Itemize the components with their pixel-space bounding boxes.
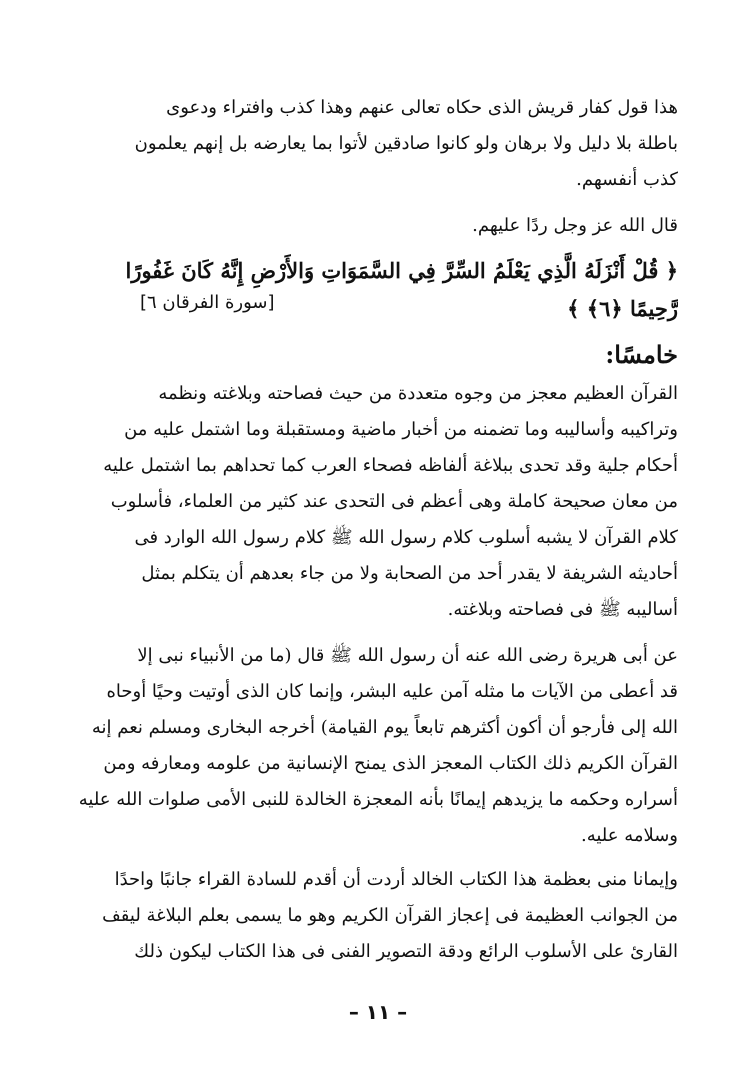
text-line: من الجوانب العظيمة فى إعجاز القرآن الكريم وهو ما يسمى بعلم البلاغة ليقف: [102, 905, 678, 926]
text-line: وسلامه عليه.: [580, 825, 678, 846]
text-line: القارئ على الأسلوب الرائع ودقة التصوير الفنى فى هذا الكتاب ليكون ذلك: [134, 941, 678, 962]
text-line: وتراكيبه وأساليبه وما تضمنه من أخبار ماضية ومستقبلة وما اشتمل عليه من: [124, 419, 678, 440]
text-line: هذا قول كفار قريش الذى حكاه تعالى عنهم وهذا كذب وافتراء ودعوى: [166, 97, 678, 118]
text-line: عن أبى هريرة رضى الله عنه أن رسول الله ﷺ قال (ما من الأنبياء نبى إلا: [137, 645, 678, 666]
text-line: كلام القرآن لا يشبه أسلوب كلام رسول الله ﷺ كلام رسول الله الوارد فى: [134, 527, 678, 548]
paragraph-miracle: [78, 376, 678, 628]
text-line: من معان صحيحة كاملة وهى أعظم فى التحدى عند كثير من العلماء، فأسلوب: [110, 491, 678, 512]
text-line: أحاديثه الشريفة لا يقدر أحد من الصحابة ولا من جاء بعدهم أن يتكلم بمثل: [141, 563, 678, 584]
text-line: الله إلى فأرجو أن أكون أكثرهم تابعاً يوم القيامة) أخرجه البخارى ومسلم نعم إنه: [91, 717, 678, 738]
quran-verse: [78, 252, 678, 328]
text-line: قد أعطى من الآيات ما مثله آمن عليه البشر، وإنما كان الذى أوتيت وحيًا أوحاه: [106, 681, 678, 702]
text-line: أحكام جلية وقد تحدى ببلاغة ألفاظه فصحاء العرب كما تحداهم بما اشتمل عليه: [103, 455, 678, 476]
text-line: كذب أنفسهم.: [576, 169, 678, 190]
text-line: القرآن الكريم ذلك الكتاب المعجز الذى يمنح الإنسانية من علومه ومعارفه ومن: [103, 753, 678, 774]
verse-line: رَّحِيمًا ﴿٦﴾ ﴾: [567, 296, 678, 321]
text-line: باطلة بلا دليل ولا برهان ولو كانوا صادقين لأتوا بما يعارضه بل إنهم يعلمون: [134, 133, 678, 154]
page-number: – ١١ –: [348, 1000, 408, 1024]
verse-line: ﴿ قُلْ أَنْزَلَهُ الَّذِي يَعْلَمُ السِّرَّ فِي السَّمَوَاتِ وَالأَرْضِ إِنَّهُ كَانَ غَفُورًا: [125, 258, 678, 283]
text-line: أساليبه ﷺ فى فصاحته وبلاغته.: [447, 599, 678, 620]
surah-reference: [سورة الفرقان ٦]: [140, 292, 275, 313]
section-heading: خامسًا:: [605, 340, 678, 369]
paragraph-author-intent: [78, 862, 678, 970]
text-line: وإيمانا منى بعظمة هذا الكتاب الخالد أردت أن أقدم للسادة القراء جانبًا واحدًا: [114, 869, 678, 890]
text-line: قال الله عز وجل ردًا عليهم.: [472, 215, 678, 236]
text-line: أسراره وحكمه ما يزيدهم إيمانًا بأنه المعجزة الخالدة للنبى الأمى صلوات الله عليه: [78, 789, 678, 810]
intro-line: [78, 208, 678, 244]
text-line: القرآن العظيم معجز من وجوه متعددة من حيث فصاحته وبلاغته ونظمه: [158, 383, 678, 404]
paragraph-hadith: [78, 638, 678, 854]
paragraph-quraysh-claim: [78, 90, 678, 198]
